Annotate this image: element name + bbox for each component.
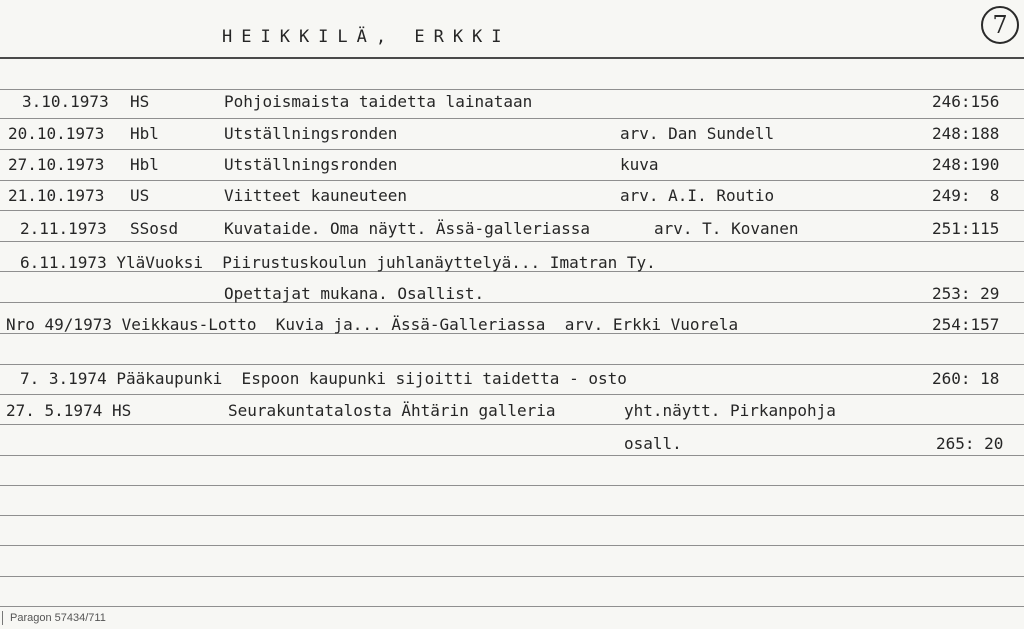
entry-ref: 249: 8: [932, 186, 1000, 205]
entry-source: Hbl: [130, 124, 159, 143]
entry-note: kuva: [620, 155, 659, 174]
rule-line: [0, 424, 1024, 425]
entry-title: Kuvataide. Oma näytt. Ässä-galleriassa: [224, 219, 591, 238]
page-number-mark: 7: [981, 6, 1019, 44]
entry-title: Viitteet kauneuteen: [224, 186, 408, 205]
entry-line: 27. 5.1974 HS: [6, 401, 132, 420]
footer-tick: [2, 611, 3, 625]
entry-line: osall.: [624, 434, 682, 453]
entry-line: 6.11.1973 YläVuoksi Piirustuskoulun juhlanäyttelyä... Imatran Ty.: [20, 253, 656, 272]
entry-ref: 248:190: [932, 155, 1000, 174]
rule-line: [0, 210, 1024, 211]
rule-line: [0, 485, 1024, 486]
rule-line: [0, 576, 1024, 577]
entry-date: 21.10.1973: [8, 186, 105, 205]
entry-line: 7. 3.1974 Pääkaupunki Espoon kaupunki sijoitti taidetta - osto: [20, 369, 627, 388]
rule-line: [0, 364, 1024, 365]
entry-note: arv. T. Kovanen: [654, 219, 799, 238]
entry-date: 20.10.1973: [8, 124, 105, 143]
entry-note: yht.näytt. Pirkanpohja: [624, 401, 836, 420]
header-rule: [0, 57, 1024, 59]
rule-line: [0, 515, 1024, 516]
card-header-name: HEIKKILÄ, ERKKI: [222, 27, 511, 47]
entry-note: arv. A.I. Routio: [620, 186, 775, 205]
entry-ref: 246:156: [932, 92, 1000, 111]
entry-source: HS: [130, 92, 150, 111]
entry-title: Utställningsronden: [224, 155, 398, 174]
rule-line: [0, 606, 1024, 607]
rule-line: [0, 118, 1024, 119]
entry-line: Opettajat mukana. Osallist.: [224, 284, 485, 303]
entry-title: Seurakuntatalosta Ähtärin galleria: [228, 401, 556, 420]
rule-line: [0, 241, 1024, 242]
entry-ref: 251:115: [932, 219, 1000, 238]
rule-line: [0, 545, 1024, 546]
entry-source: Hbl: [130, 155, 159, 174]
entry-ref: 248:188: [932, 124, 1000, 143]
entry-source: US: [130, 186, 150, 205]
entry-ref: 265: 20: [936, 434, 1004, 453]
entry-title: Utställningsronden: [224, 124, 398, 143]
entry-note: arv. Dan Sundell: [620, 124, 775, 143]
rule-line: [0, 180, 1024, 181]
entry-ref: 260: 18: [932, 369, 1000, 388]
card-footer-code: Paragon 57434/711: [10, 612, 106, 624]
rule-line: [0, 302, 1024, 303]
rule-line: [0, 89, 1024, 90]
entry-title: Pohjoismaista taidetta lainataan: [224, 92, 533, 111]
rule-line: [0, 149, 1024, 150]
entry-ref: 253: 29: [932, 284, 1000, 303]
rule-line: [0, 394, 1024, 395]
rule-line: [0, 455, 1024, 456]
entry-source: SSosd: [130, 219, 179, 238]
entry-ref: 254:157: [932, 315, 1000, 334]
entry-date: 2.11.1973: [20, 219, 107, 238]
entry-date: 27.10.1973: [8, 155, 105, 174]
entry-line: Nro 49/1973 Veikkaus-Lotto Kuvia ja... Ässä-Galleriassa arv. Erkki Vuorela: [6, 315, 739, 334]
entry-date: 3.10.1973: [22, 92, 109, 111]
